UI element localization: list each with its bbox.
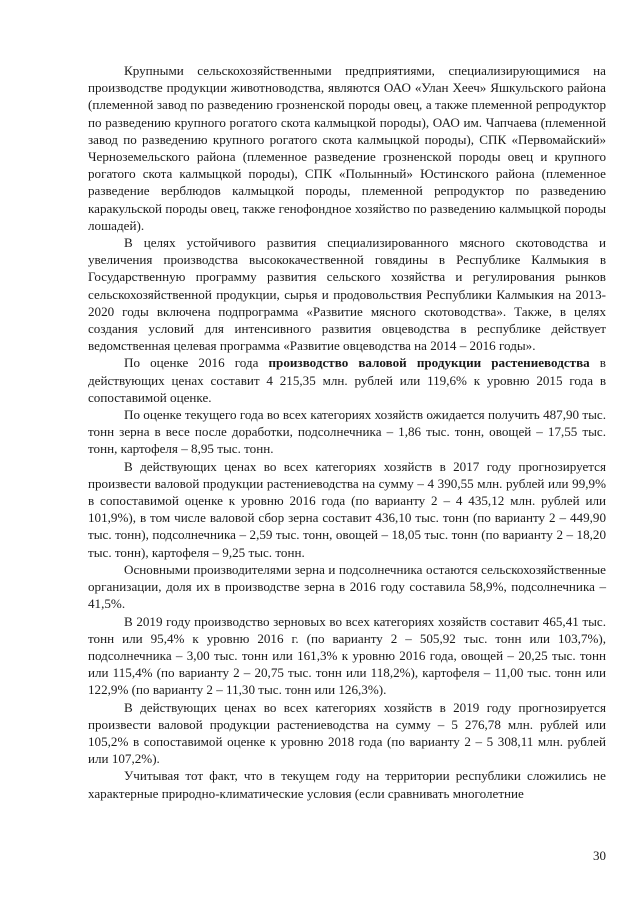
page-number: 30 [593,848,606,863]
paragraph-meat-cattle-program: В целях устойчивого развития специализированного мясного скотоводства и увеличения производства высококачественной говядины в Республике Калмыкия в Государственную программу развития сельского хозяйства и регулирования рынков сельскохозяйственной продукции, сырья и продовольствия Республики Калмыкия на 2013-2020 годы включена подпрограмма «Развитие мясного скотоводства». Также, в целях создания условий для интенсивного развития овцеводства в республике действует ведомственная целевая программа «Развитие овцеводства на 2014 – 2016 годы». [88,235,606,354]
paragraph-harvest-estimate: По оценке текущего года во всех категориях хозяйств ожидается получить 487,90 тыс. тонн зерна в весе после доработки, подсолнечника – 1,86 тыс. тонн, овощей – 17,55 тыс. тонн, картофеля – 8,95 тыс. тонн. [88,407,606,457]
document-body [88,62,606,802]
paragraph-climate-conditions: Учитывая тот факт, что в текущем году на территории республики сложились не характерные природно-климатические условия (если сравнивать многолетние [88,768,606,801]
paragraph-crop-production-estimate [88,354,606,406]
bold-term: производство валовой продукции растениеводства [268,355,590,371]
paragraph-2019-grain-forecast: В 2019 году производство зерновых во всех категориях хозяйств составит 465,41 тыс. тонн или 95,4% к уровню 2016 г. (по варианту 2 – 505,92 тыс. тонн или 103,7%), подсолнечника – 3,00 тыс. тонн или 161,3% к уровню 2016 года, овощей – 20,25 тыс. тонн или 115,4% (по варианту 2 – 20,75 тыс. тонн или 118,2%), картофеля – 11,00 тыс. тонн или 122,9% (по варианту 2 – 11,30 тыс. тонн или 126,3%). [88,613,606,698]
paragraph-text: По оценке 2016 года [124,355,269,371]
paragraph-2019-value-forecast: В действующих ценах во всех категориях хозяйств в 2019 году прогнозируется произвести валовой продукции растениеводства на сумму – 5 276,78 млн. рублей или 105,2% в сопоставимой оценке к уровню 2018 года (по варианту 2 – 5 308,11 млн. рублей или 107,2%). [88,699,606,767]
paragraph-2017-forecast: В действующих ценах во всех категориях хозяйств в 2017 году прогнозируется произвести валовой продукции растениеводства на сумму – 4 390,55 млн. рублей или 99,9% в сопоставимой оценке к уровню 2016 года (по варианту 2 – 4 435,12 млн. рублей или 101,9%), в том числе валовой сбор зерна составит 436,10 тыс. тонн (по варианту 2 – 449,90 тыс. тонн), подсолнечника – 2,59 тыс. тонн, овощей – 18,05 тыс. тонн (по варианту 2 – 18,20 тыс. тонн), картофеля – 9,25 тыс. тонн. [88,458,606,560]
paragraph-livestock-enterprises: Крупными сельскохозяйственными предприятиями, специализирующимися на производстве продукции животноводства, являются ОАО «Улан Хееч» Яшкульского района (племенной завод по разведению грозненской породы овец, а также племенной репродуктор по разведению крупного рогатого скота калмыцкой породы), ОАО им. Чапчаева (племенной завод по разведению крупного рогатого скота калмыцкой породы), СПК «Первомайский» Черноземельского района (племенное разведение грозненской породы овец и крупного рогатого скота калмыцкой породы), СПК «Полынный» Юстинского района (племенное разведение верблюдов калмыцкой породы, племенной репродуктор по разведению каракульской породы овец, также генофондное хозяйство по разведению калмыцкой породы лошадей). [88,63,606,233]
paragraph-text: в действующих ценах составит 4 215,35 млн. рублей или 119,6% к уровню 2015 года в сопоставимой оценке. [88,355,606,405]
paragraph-main-producers: Основными производителями зерна и подсолнечника остаются сельскохозяйственные организации, доля их в производстве зерна в 2016 году составила 58,9%, подсолнечника – 41,5%. [88,561,606,612]
